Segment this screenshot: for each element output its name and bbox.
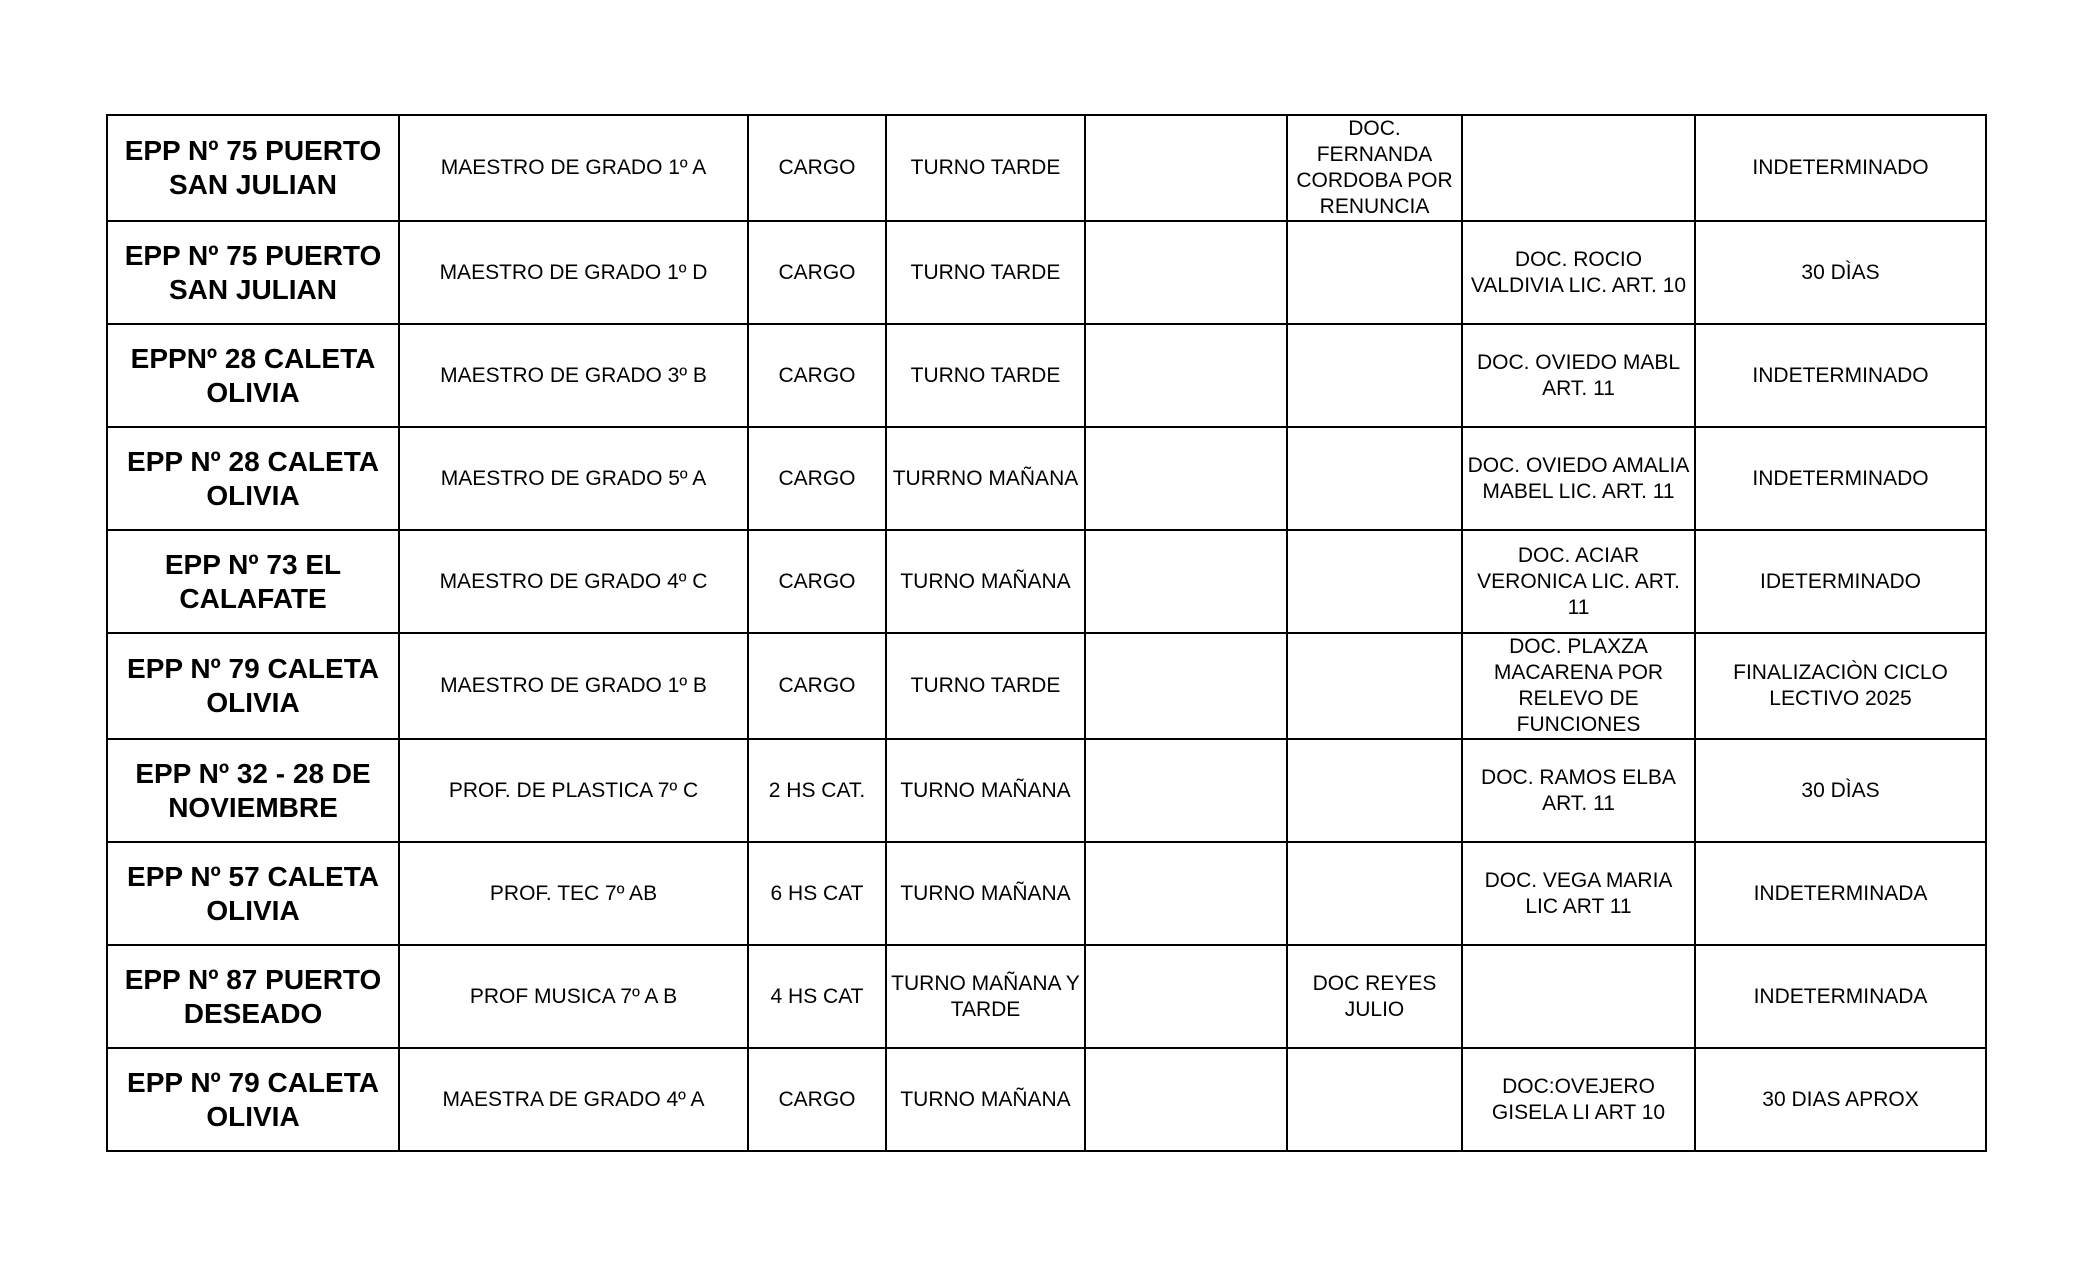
school-cell: EPP Nº 79 CALETA OLIVIA: [107, 633, 399, 739]
type-cell: CARGO: [748, 530, 886, 633]
table-row: [107, 633, 1986, 739]
substitute-cell: DOC. PLAXZA MACARENA POR RELEVO DE FUNCIONES: [1462, 633, 1695, 739]
blank-cell: [1085, 1048, 1287, 1151]
position-cell: MAESTRA DE GRADO 4º A: [399, 1048, 748, 1151]
type-cell: CARGO: [748, 324, 886, 427]
duration-cell: INDETERMINADA: [1695, 842, 1986, 945]
shift-cell: TURNO MAÑANA: [886, 530, 1085, 633]
vacancy-cell: [1287, 739, 1462, 842]
type-cell: CARGO: [748, 221, 886, 324]
type-cell: CARGO: [748, 427, 886, 530]
substitute-cell: DOC. ACIAR VERONICA LIC. ART. 11: [1462, 530, 1695, 633]
position-cell: PROF MUSICA 7º A B: [399, 945, 748, 1048]
school-cell: EPP Nº 73 EL CALAFATE: [107, 530, 399, 633]
position-cell: MAESTRO DE GRADO 3º B: [399, 324, 748, 427]
vacancy-cell: [1287, 842, 1462, 945]
shift-cell: TURNO TARDE: [886, 115, 1085, 221]
table-row: [107, 530, 1986, 633]
blank-cell: [1085, 324, 1287, 427]
table-row: [107, 1048, 1986, 1151]
vacancy-cell: [1287, 221, 1462, 324]
substitute-cell: DOC. RAMOS ELBA ART. 11: [1462, 739, 1695, 842]
school-cell: EPP Nº 87 PUERTO DESEADO: [107, 945, 399, 1048]
substitute-cell: DOC. ROCIO VALDIVIA LIC. ART. 10: [1462, 221, 1695, 324]
school-cell: EPP Nº 79 CALETA OLIVIA: [107, 1048, 399, 1151]
blank-cell: [1085, 842, 1287, 945]
position-cell: MAESTRO DE GRADO 1º B: [399, 633, 748, 739]
school-cell: EPPNº 28 CALETA OLIVIA: [107, 324, 399, 427]
shift-cell: TURRNO MAÑANA: [886, 427, 1085, 530]
school-cell: EPP Nº 75 PUERTO SAN JULIAN: [107, 115, 399, 221]
duration-cell: INDETERMINADO: [1695, 324, 1986, 427]
position-cell: PROF. TEC 7º AB: [399, 842, 748, 945]
duration-cell: 30 DÌAS: [1695, 221, 1986, 324]
shift-cell: TURNO TARDE: [886, 221, 1085, 324]
shift-cell: TURNO MAÑANA: [886, 739, 1085, 842]
table-row: [107, 221, 1986, 324]
position-cell: MAESTRO DE GRADO 4º C: [399, 530, 748, 633]
type-cell: 2 HS CAT.: [748, 739, 886, 842]
blank-cell: [1085, 221, 1287, 324]
shift-cell: TURNO MAÑANA: [886, 842, 1085, 945]
vacancy-cell: [1287, 1048, 1462, 1151]
vacancy-table: [106, 114, 1987, 1152]
blank-cell: [1085, 633, 1287, 739]
table-row: [107, 427, 1986, 530]
type-cell: 4 HS CAT: [748, 945, 886, 1048]
school-cell: EPP Nº 57 CALETA OLIVIA: [107, 842, 399, 945]
table-row: [107, 945, 1986, 1048]
substitute-cell: DOC. VEGA MARIA LIC ART 11: [1462, 842, 1695, 945]
type-cell: CARGO: [748, 633, 886, 739]
vacancy-cell: [1287, 324, 1462, 427]
substitute-cell: [1462, 115, 1695, 221]
vacancy-cell: DOC. FERNANDA CORDOBA POR RENUNCIA: [1287, 115, 1462, 221]
duration-cell: IDETERMINADO: [1695, 530, 1986, 633]
blank-cell: [1085, 530, 1287, 633]
table-row: [107, 739, 1986, 842]
vacancy-cell: [1287, 427, 1462, 530]
blank-cell: [1085, 739, 1287, 842]
school-cell: EPP Nº 28 CALETA OLIVIA: [107, 427, 399, 530]
type-cell: CARGO: [748, 1048, 886, 1151]
substitute-cell: DOC:OVEJERO GISELA LI ART 10: [1462, 1048, 1695, 1151]
school-cell: EPP Nº 32 - 28 DE NOVIEMBRE: [107, 739, 399, 842]
duration-cell: INDETERMINADA: [1695, 945, 1986, 1048]
shift-cell: TURNO MAÑANA: [886, 1048, 1085, 1151]
table-row: [107, 842, 1986, 945]
school-cell: EPP Nº 75 PUERTO SAN JULIAN: [107, 221, 399, 324]
vacancy-cell: [1287, 530, 1462, 633]
position-cell: MAESTRO DE GRADO 5º A: [399, 427, 748, 530]
type-cell: 6 HS CAT: [748, 842, 886, 945]
blank-cell: [1085, 427, 1287, 530]
shift-cell: TURNO TARDE: [886, 324, 1085, 427]
table-row: [107, 324, 1986, 427]
vacancy-cell: DOC REYES JULIO: [1287, 945, 1462, 1048]
blank-cell: [1085, 115, 1287, 221]
position-cell: MAESTRO DE GRADO 1º A: [399, 115, 748, 221]
substitute-cell: DOC. OVIEDO MABL ART. 11: [1462, 324, 1695, 427]
duration-cell: INDETERMINADO: [1695, 115, 1986, 221]
duration-cell: 30 DÌAS: [1695, 739, 1986, 842]
duration-cell: INDETERMINADO: [1695, 427, 1986, 530]
substitute-cell: DOC. OVIEDO AMALIA MABEL LIC. ART. 11: [1462, 427, 1695, 530]
position-cell: PROF. DE PLASTICA 7º C: [399, 739, 748, 842]
position-cell: MAESTRO DE GRADO 1º D: [399, 221, 748, 324]
blank-cell: [1085, 945, 1287, 1048]
vacancy-cell: [1287, 633, 1462, 739]
duration-cell: FINALIZACIÒN CICLO LECTIVO 2025: [1695, 633, 1986, 739]
substitute-cell: [1462, 945, 1695, 1048]
table-row: [107, 115, 1986, 221]
type-cell: CARGO: [748, 115, 886, 221]
shift-cell: TURNO MAÑANA Y TARDE: [886, 945, 1085, 1048]
shift-cell: TURNO TARDE: [886, 633, 1085, 739]
duration-cell: 30 DIAS APROX: [1695, 1048, 1986, 1151]
